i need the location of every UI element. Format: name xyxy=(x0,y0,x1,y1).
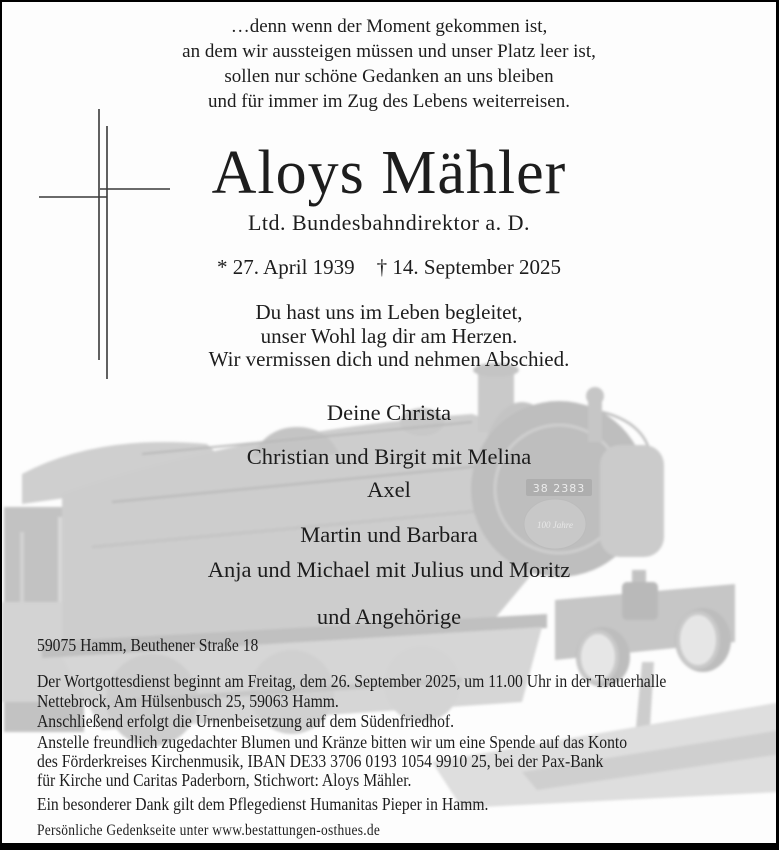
mourner-line: Deine Christa xyxy=(326,400,452,425)
deceased-name: Aloys Mähler xyxy=(211,139,567,207)
verse-line: Du hast uns im Leben begleitet, xyxy=(255,300,523,324)
service-line: Der Wortgottesdienst beginnt am Freitag, dem 26. September 2025, um 11.00 Uhr in der Trauerhalle xyxy=(37,671,667,691)
memorial-page-line: Persönliche Gedenkseite unter www.bestattungen-osthues.de xyxy=(37,822,381,839)
locomotive-number: 38 2383 xyxy=(532,482,586,495)
verse-line: unser Wohl lag dir am Herzen. xyxy=(260,323,518,348)
mourner-line: und Angehörige xyxy=(316,604,462,629)
death-date: † 14. September 2025 xyxy=(376,255,561,279)
address-line: 59075 Hamm, Beuthener Straße 18 xyxy=(37,635,259,655)
service-line: Nettebrock, Am Hülsenbusch 25, 59063 Hamm. xyxy=(37,691,339,711)
poem-line: sollen nur schöne Gedanken an uns bleiben xyxy=(224,66,554,87)
donation-info xyxy=(37,733,715,790)
birth-date: * 27. April 1939 xyxy=(217,255,355,279)
mourner-line: Axel xyxy=(367,477,411,502)
service-line: Anschließend erfolgt die Urnenbeisetzung auf dem Südenfriedhof. xyxy=(37,711,455,731)
donation-line: des Förderkreises Kirchenmusik, IBAN DE33 3706 0193 1054 9910 25, bei der Pax-Bank xyxy=(37,751,604,771)
thanks-line: Ein besonderer Dank gilt dem Pflegedienst Humanitas Pieper in Hamm. xyxy=(37,794,489,814)
mourner-line: Anja und Michael mit Julius und Moritz xyxy=(207,557,571,582)
farewell-verse xyxy=(2,301,776,372)
deceased-title: Ltd. Bundesbahndirektor a. D. xyxy=(247,210,531,235)
donation-line: für Kirche und Caritas Paderborn, Stichwort: Aloys Mähler. xyxy=(37,770,412,790)
donation-line: Anstelle freundlich zugedachter Blumen und Kränze bitten wir um eine Spende auf das Konto xyxy=(37,732,628,752)
life-dates xyxy=(2,254,776,280)
opening-poem xyxy=(2,14,776,114)
mourner-line: Martin und Barbara xyxy=(300,522,478,547)
service-info xyxy=(37,671,760,731)
poem-line: …denn wenn der Moment gekommen ist, xyxy=(230,16,548,37)
anniversary-plaque-label: 100 Jahre xyxy=(537,520,573,530)
poem-line: und für immer im Zug des Lebens weiterreisen. xyxy=(208,91,570,112)
poem-line: an dem wir aussteigen müssen und unser Platz leer ist, xyxy=(182,41,596,62)
mourner-line: Christian und Birgit mit Melina xyxy=(246,444,532,469)
verse-line: Wir vermissen dich und nehmen Abschied. xyxy=(208,347,570,371)
